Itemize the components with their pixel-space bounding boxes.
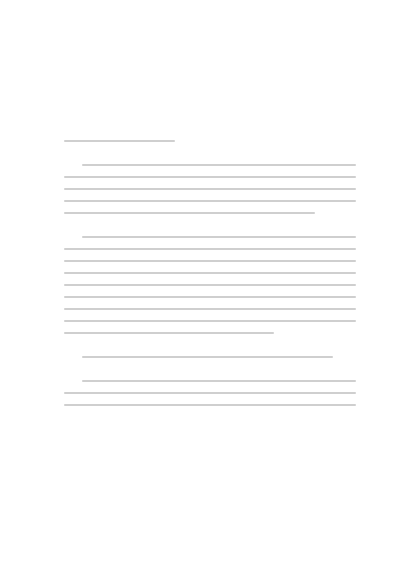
section-gap (64, 368, 356, 372)
body-line (82, 164, 356, 166)
body-line (64, 200, 356, 202)
body-line (64, 332, 274, 334)
body-line (64, 320, 356, 322)
section-gap (64, 224, 356, 228)
section-gap (64, 152, 356, 156)
body-line (64, 404, 356, 406)
body-line (64, 296, 356, 298)
body-line (64, 140, 175, 142)
body-line (82, 236, 356, 238)
body-line (64, 272, 356, 274)
body-line (82, 380, 356, 382)
body-line (64, 188, 356, 190)
body-line (64, 284, 356, 286)
body-line (64, 392, 356, 394)
body-line (82, 356, 333, 358)
document-body (64, 132, 356, 514)
body-line (64, 260, 356, 262)
body-line (64, 176, 356, 178)
body-line (64, 248, 356, 250)
body-line (64, 212, 315, 214)
section-gap (64, 344, 356, 348)
body-line (64, 308, 356, 310)
